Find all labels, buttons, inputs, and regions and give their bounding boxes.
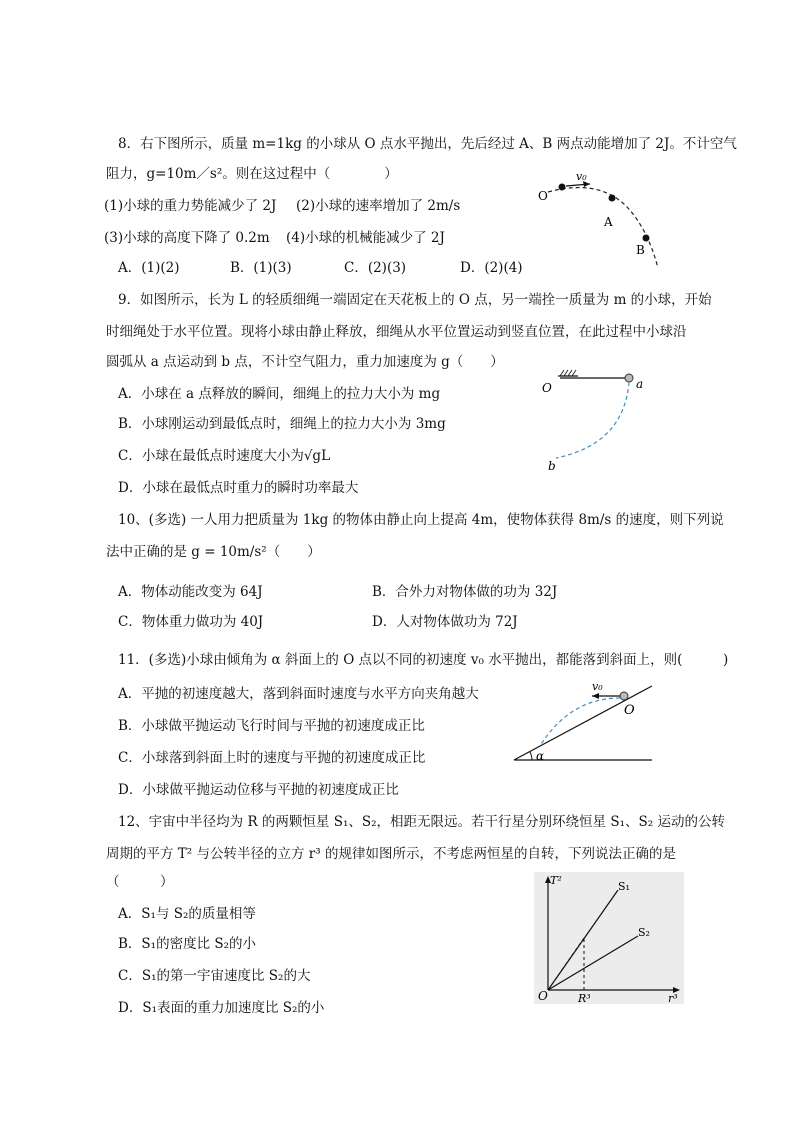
q8-option-c[interactable]: C．(2)(3) bbox=[344, 260, 407, 276]
q12-label-o: O bbox=[538, 989, 548, 1003]
q8-option-a[interactable]: A．(1)(2) bbox=[118, 260, 180, 276]
q9-stem-line3: 圆弧从 a 点运动到 b 点，不计空气阻力，重力加速度为 g（ ） bbox=[106, 354, 504, 370]
q9-stem-line2: 时细绳处于水平位置。现将小球由静止释放，细绳从水平位置运动到竖直位置，在此过程中小球沿 bbox=[106, 324, 687, 340]
q11-incline-figure bbox=[510, 676, 660, 766]
q9-option-c[interactable]: C．小球在最低点时速度大小为√gL bbox=[118, 448, 331, 464]
q12-label-r3-axis: r³ bbox=[668, 992, 678, 1005]
q8-option-d[interactable]: D．(2)(4) bbox=[460, 260, 523, 276]
q12-label-s2: S₂ bbox=[638, 926, 650, 939]
q8-trajectory-figure bbox=[530, 160, 670, 270]
q12-option-a[interactable]: A．S₁与 S₂的质量相等 bbox=[118, 906, 256, 922]
q10-option-d[interactable]: D．人对物体做功为 72J bbox=[372, 614, 518, 630]
q9-label-b: b bbox=[548, 459, 556, 473]
q8-point-b bbox=[643, 235, 650, 242]
q11-incline bbox=[514, 686, 652, 760]
q8-label-b: B bbox=[636, 243, 645, 257]
q8-statement-1: (1)小球的重力势能减少了 2J bbox=[104, 198, 277, 214]
q11-angle-arc bbox=[530, 752, 532, 760]
q10-option-c[interactable]: C．物体重力做功为 40J bbox=[118, 614, 264, 630]
q11-stem-line1: 11．(多选)小球由倾角为 α 斜面上的 O 点以不同的初速度 v₀ 水平抛出，都能落到斜面上，则( ) bbox=[118, 652, 729, 668]
q8-label-v: v₀ bbox=[576, 170, 587, 183]
q11-ball bbox=[620, 692, 628, 700]
q9-arc bbox=[556, 382, 629, 458]
q8-stem-line1: 8．右下图所示，质量 m=1kg 的小球从 O 点水平抛出，先后经过 A、B 两点动能增加了 2J。不计空气 bbox=[118, 136, 737, 152]
q9-label-o: O bbox=[542, 381, 552, 395]
q8-point-a bbox=[609, 195, 616, 202]
q11-label-o: O bbox=[624, 703, 635, 718]
q12-stem-line1: 12、宇宙中半径均为 R 的两颗恒星 S₁、S₂，相距无限远。若干行星分别环绕恒星 S₁、S₂ 运动的公转 bbox=[118, 814, 725, 830]
q9-option-a[interactable]: A．小球在 a 点释放的瞬间，细绳上的拉力大小为 mg bbox=[118, 386, 441, 402]
q8-statement-2: (2)小球的速率增加了 2m/s bbox=[296, 198, 461, 214]
q11-option-b[interactable]: B．小球做平抛运动飞行时间与平抛的初速度成正比 bbox=[118, 718, 425, 734]
q10-option-a[interactable]: A．物体动能改变为 64J bbox=[118, 584, 263, 600]
q11-option-d[interactable]: D．小球做平抛运动位移与平抛的初速度成正比 bbox=[118, 782, 399, 798]
q9-pendulum-figure bbox=[540, 366, 650, 476]
q8-option-b[interactable]: B．(1)(3) bbox=[230, 260, 292, 276]
q9-ball bbox=[625, 374, 633, 382]
q11-option-c[interactable]: C．小球落到斜面上时的速度与平抛的初速度成正比 bbox=[118, 750, 426, 766]
q9-option-b[interactable]: B．小球刚运动到最低点时，细绳上的拉力大小为 3mg bbox=[118, 416, 446, 432]
q12-stem-line2: 周期的平方 T² 与公转半径的立方 r³ 的规律如图所示，不考虑两恒星的自转，下列说法正确的是 bbox=[106, 846, 676, 862]
q12-option-c[interactable]: C．S₁的第一宇宙速度比 S₂的大 bbox=[118, 968, 311, 984]
q8-point-o bbox=[559, 184, 566, 191]
q11-option-a[interactable]: A．平抛的初速度越大，落到斜面时速度与水平方向夹角越大 bbox=[118, 686, 479, 702]
q11-label-alpha: α bbox=[536, 749, 545, 763]
q12-option-b[interactable]: B．S₁的密度比 S₂的小 bbox=[118, 936, 257, 952]
q9-option-d[interactable]: D．小球在最低点时重力的瞬时功率最大 bbox=[118, 480, 359, 496]
q12-label-s1: S₁ bbox=[618, 880, 630, 893]
q10-option-b[interactable]: B．合外力对物体做的功为 32J bbox=[372, 584, 558, 600]
q8-label-a: A bbox=[604, 215, 613, 229]
q12-label-t2: T² bbox=[550, 874, 562, 887]
q12-graph-figure bbox=[534, 872, 684, 1004]
q9-label-a: a bbox=[636, 377, 644, 391]
q8-stem-line2: 阻力，g=10m／s²。则在这过程中（ ） bbox=[106, 166, 398, 182]
q8-statement-3: (3)小球的高度下降了 0.2m bbox=[104, 230, 270, 246]
q8-label-o: O bbox=[538, 189, 548, 203]
q10-stem-line2: 法中正确的是 g = 10m/s²（ ） bbox=[106, 544, 321, 560]
q11-label-v: v₀ bbox=[592, 680, 603, 693]
q12-label-r3: R³ bbox=[578, 992, 591, 1005]
q12-graph-background bbox=[534, 872, 684, 1004]
q8-statement-4: (4)小球的机械能减少了 2J bbox=[286, 230, 445, 246]
q10-stem-line1: 10、(多选) 一人用力把质量为 1kg 的物体由静止向上提高 4m，使物体获得 8m/s 的速度，则下列说 bbox=[118, 512, 724, 528]
q12-option-d[interactable]: D．S₁表面的重力加速度比 S₂的小 bbox=[118, 1000, 325, 1016]
q12-stem-line3: （ ） bbox=[106, 874, 174, 890]
q11-trajectory bbox=[540, 698, 620, 746]
q9-stem-line1: 9．如图所示，长为 L 的轻质细绳一端固定在天花板上的 O 点，另一端拴一质量为 m 的小球，开始 bbox=[118, 292, 712, 308]
